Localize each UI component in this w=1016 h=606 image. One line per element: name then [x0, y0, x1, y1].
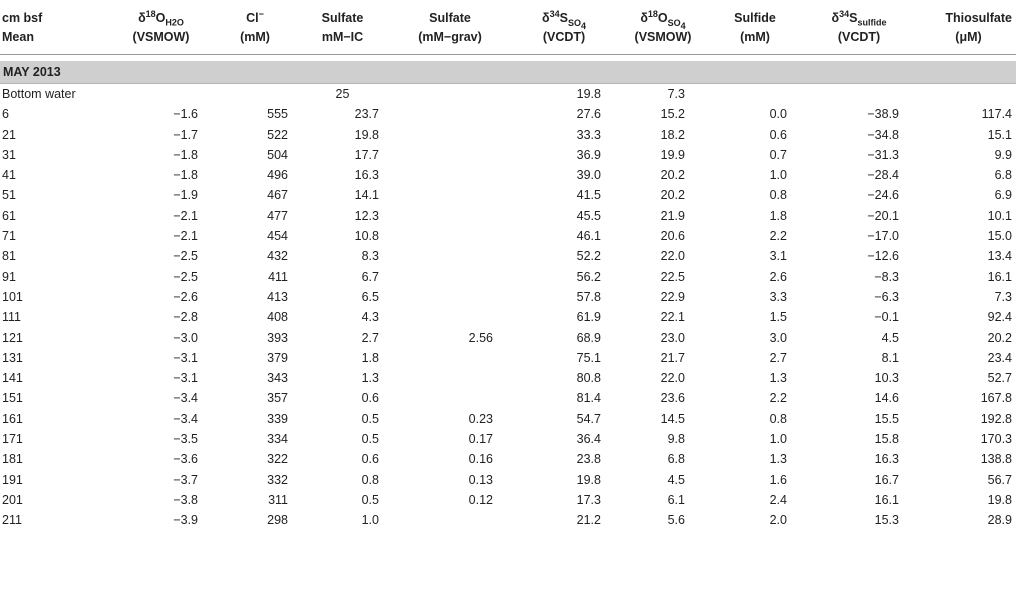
header-d34s-sulfide-unit: (VCDT)	[797, 28, 921, 55]
cell-d18o-h2o: −2.6	[173, 289, 198, 304]
cell-sulfate-grav	[385, 226, 515, 246]
cell-sulfide: 1.3	[769, 452, 787, 467]
cell-d34s-sulfide: −8.3	[874, 269, 899, 284]
cell-sulfate-ic: 0.8	[361, 472, 379, 487]
cell-sulfide: 0.8	[769, 188, 787, 203]
cell-d34s-so4: 81.4	[576, 391, 601, 406]
cell-chloride	[210, 84, 300, 105]
cell-d34s-sulfide: −20.1	[867, 208, 899, 223]
table-row	[0, 84, 1016, 105]
cell-thiosulfate: 167.8	[980, 391, 1012, 406]
cell-thiosulfate: 20.2	[987, 330, 1012, 345]
table-header	[0, 0, 1016, 55]
cell-d34s-sulfide: 16.7	[874, 472, 899, 487]
cell-d18o-so4: 6.1	[667, 492, 685, 507]
cell-d34s-sulfide: 10.3	[874, 371, 899, 386]
cell-d18o-so4: 23.0	[660, 330, 685, 345]
table-row	[0, 226, 1016, 246]
cell-sulfate-ic: 4.3	[361, 310, 379, 325]
table-row	[0, 388, 1016, 408]
cell-sulfate-grav	[385, 104, 515, 124]
cell-d18o-so4: 9.8	[667, 432, 685, 447]
cell-sulfate-grav	[385, 287, 515, 307]
cell-d34s-sulfide: −28.4	[867, 168, 899, 183]
cell-depth: 31	[2, 147, 16, 162]
cell-sulfide: 1.8	[769, 208, 787, 223]
cell-d34s-sulfide	[797, 84, 921, 105]
table-row	[0, 348, 1016, 368]
cell-d18o-so4: 15.2	[660, 107, 685, 122]
cell-d34s-so4: 17.3	[576, 492, 601, 507]
table-row	[0, 206, 1016, 226]
cell-d34s-sulfide: 4.5	[881, 330, 899, 345]
cell-depth: 161	[2, 411, 23, 426]
header-sulfide-unit: (mM)	[713, 28, 797, 55]
cell-d18o-so4: 21.9	[660, 208, 685, 223]
cell-d34s-so4: 36.4	[576, 432, 601, 447]
cell-sulfide: 3.1	[769, 249, 787, 264]
header-d18o-h2o-unit: (VSMOW)	[112, 28, 210, 55]
cell-d34s-sulfide: 14.6	[874, 391, 899, 406]
cell-thiosulfate: 23.4	[987, 350, 1012, 365]
cell-sulfide: 3.0	[769, 330, 787, 345]
cell-sulfate-grav: 0.13	[468, 472, 493, 487]
cell-sulfate-ic: 2.7	[361, 330, 379, 345]
cell-chloride: 522	[267, 127, 288, 142]
cell-d18o-so4: 7.3	[667, 87, 685, 101]
table-row	[0, 104, 1016, 124]
cell-sulfate-grav	[385, 307, 515, 327]
cell-d18o-so4: 4.5	[667, 472, 685, 487]
cell-sulfate-ic: 6.5	[361, 289, 379, 304]
cell-d18o-h2o: −2.1	[173, 229, 198, 244]
cell-d34s-sulfide: 15.8	[874, 432, 899, 447]
cell-d34s-sulfide: −34.8	[867, 127, 899, 142]
cell-sulfate-ic: 1.3	[361, 371, 379, 386]
cell-d18o-h2o	[112, 84, 210, 105]
cell-d34s-so4: 41.5	[576, 188, 601, 203]
cell-sulfate-ic: 16.3	[354, 168, 379, 183]
cell-sulfide: 1.3	[769, 371, 787, 386]
table-row	[0, 307, 1016, 327]
cell-d34s-sulfide: 8.1	[881, 350, 899, 365]
cell-sulfate-grav	[385, 185, 515, 205]
header-d34s-sulfide: $\delta^{34}S_{sulfide}$	[831, 8, 887, 28]
cell-d18o-h2o: −3.6	[173, 452, 198, 467]
cell-sulfate-grav	[385, 510, 515, 530]
cell-sulfate-ic: 1.0	[361, 513, 379, 528]
cell-d34s-so4: 75.1	[576, 350, 601, 365]
cell-d34s-sulfide: −6.3	[874, 289, 899, 304]
cell-sulfide: 3.3	[769, 289, 787, 304]
table-row	[0, 145, 1016, 165]
cell-depth: 211	[2, 513, 22, 528]
cell-chloride: 477	[267, 208, 288, 223]
cell-sulfate-ic: 0.5	[361, 432, 379, 447]
table-body	[0, 55, 1016, 531]
cell-sulfide: 1.6	[769, 472, 787, 487]
table-row	[0, 490, 1016, 510]
cell-depth: 81	[2, 249, 16, 264]
cell-sulfate-ic: 14.1	[354, 188, 379, 203]
cell-d34s-so4: 19.8	[576, 472, 601, 487]
cell-d34s-so4: 57.8	[576, 289, 601, 304]
table-row	[0, 328, 1016, 348]
cell-chloride: 332	[267, 472, 288, 487]
header-chloride: Cl−	[246, 8, 264, 25]
cell-sulfate-grav	[385, 125, 515, 145]
cell-d34s-so4: 56.2	[576, 269, 601, 284]
cell-d34s-sulfide: −24.6	[867, 188, 899, 203]
cell-chloride: 467	[267, 188, 288, 203]
header-sulfate-ic: Sulfate	[321, 11, 364, 25]
cell-sulfide	[713, 84, 797, 105]
header-chloride-unit: (mM)	[210, 28, 300, 55]
cell-chloride: 504	[267, 147, 288, 162]
cell-depth: 41	[2, 168, 16, 183]
cell-d18o-so4: 22.1	[660, 310, 685, 325]
header-depth-sub: Mean	[0, 28, 112, 55]
table-row	[0, 287, 1016, 307]
table-row	[0, 429, 1016, 449]
cell-thiosulfate: 13.4	[987, 249, 1012, 264]
cell-d34s-sulfide: 16.3	[874, 452, 899, 467]
cell-sulfate-grav	[385, 368, 515, 388]
cell-d18o-so4: 5.6	[667, 513, 685, 528]
table-row	[0, 449, 1016, 469]
cell-d18o-so4: 19.9	[660, 147, 685, 162]
cell-d34s-so4: 36.9	[576, 147, 601, 162]
cell-sulfide: 2.2	[769, 229, 787, 244]
cell-sulfate-ic: 0.5	[361, 492, 379, 507]
cell-d34s-so4: 54.7	[576, 411, 601, 426]
cell-thiosulfate: 138.8	[980, 452, 1012, 467]
cell-sulfate-grav	[385, 84, 515, 105]
cell-d18o-h2o: −3.9	[173, 513, 198, 528]
cell-chloride: 454	[267, 229, 288, 244]
cell-d34s-so4: 21.2	[576, 513, 601, 528]
cell-d34s-so4: 39.0	[576, 168, 601, 183]
cell-d34s-so4: 27.6	[576, 107, 601, 122]
cell-depth: 71	[2, 229, 16, 244]
table-row	[0, 409, 1016, 429]
cell-d34s-so4: 33.3	[576, 127, 601, 142]
cell-sulfate-grav	[385, 348, 515, 368]
cell-thiosulfate: 192.8	[980, 411, 1012, 426]
cell-thiosulfate: 92.4	[987, 310, 1012, 325]
header-sulfate-ic-unit: mM−IC	[300, 28, 385, 55]
cell-sulfide: 1.0	[769, 432, 787, 447]
cell-depth: 201	[2, 492, 23, 507]
cell-sulfate-ic: 0.6	[361, 452, 379, 467]
cell-d18o-so4: 22.0	[660, 249, 685, 264]
cell-d34s-so4: 68.9	[576, 330, 601, 345]
cell-sulfate-ic: 8.3	[361, 249, 379, 264]
cell-chloride: 432	[267, 249, 288, 264]
cell-sulfate-grav: 0.23	[468, 411, 493, 426]
header-sulfide: Sulfide	[734, 11, 776, 25]
cell-sulfate-grav: 0.12	[468, 492, 493, 507]
cell-sulfide: 2.2	[769, 391, 787, 406]
cell-depth: 6	[2, 107, 9, 122]
cell-thiosulfate: 19.8	[987, 492, 1012, 507]
cell-d34s-so4: 61.9	[576, 310, 601, 325]
cell-chloride: 311	[268, 492, 288, 507]
cell-d18o-h2o: −2.8	[173, 310, 198, 325]
cell-d18o-so4: 6.8	[667, 452, 685, 467]
header-d18o-so4: $\delta^{18}O_{SO_4}$	[640, 8, 686, 31]
cell-chloride: 298	[267, 513, 288, 528]
header-sulfate-grav: Sulfate	[429, 11, 471, 25]
cell-d18o-h2o: −3.1	[173, 371, 198, 386]
cell-d18o-h2o: −1.9	[173, 188, 198, 203]
cell-d18o-so4: 20.2	[660, 188, 685, 203]
cell-sulfide: 1.5	[769, 310, 787, 325]
cell-chloride: 393	[267, 330, 288, 345]
cell-sulfate-ic: 25	[335, 87, 350, 101]
cell-d34s-so4: 45.5	[576, 208, 601, 223]
cell-sulfate-ic: 0.5	[361, 411, 379, 426]
cell-d18o-h2o: −2.5	[173, 269, 198, 284]
cell-d18o-so4: 21.7	[660, 350, 685, 365]
cell-thiosulfate: 56.7	[987, 472, 1012, 487]
cell-sulfide: 0.0	[769, 107, 787, 122]
cell-thiosulfate: 15.0	[987, 229, 1012, 244]
cell-d18o-h2o: −1.6	[173, 107, 198, 122]
cell-d18o-h2o: −3.7	[173, 472, 198, 487]
cell-d18o-h2o: −3.1	[173, 350, 198, 365]
cell-sulfide: 1.0	[769, 168, 787, 183]
cell-d18o-h2o: −1.8	[173, 147, 198, 162]
cell-sulfide: 2.6	[769, 269, 787, 284]
cell-d18o-h2o: −1.7	[173, 127, 198, 142]
cell-depth: 101	[2, 289, 23, 304]
cell-d18o-h2o: −3.4	[173, 391, 198, 406]
cell-chloride: 334	[267, 432, 288, 447]
cell-sulfate-ic: 19.8	[354, 127, 379, 142]
cell-sulfide: 0.6	[769, 127, 787, 142]
cell-sulfide: 2.4	[769, 492, 787, 507]
cell-d18o-so4: 20.2	[660, 168, 685, 183]
cell-d18o-h2o: −2.5	[173, 249, 198, 264]
cell-d34s-sulfide: 16.1	[874, 492, 899, 507]
table-row	[0, 368, 1016, 388]
cell-sulfate-ic: 0.6	[361, 391, 379, 406]
cell-sulfate-ic: 17.7	[354, 147, 379, 162]
cell-d18o-h2o: −3.8	[173, 492, 198, 507]
cell-chloride: 555	[267, 107, 288, 122]
cell-d18o-so4: 23.6	[660, 391, 685, 406]
cell-sulfate-grav: 2.56	[468, 330, 493, 345]
cell-depth: 121	[2, 330, 23, 345]
cell-depth: 141	[2, 371, 23, 386]
cell-d34s-sulfide: −0.1	[874, 310, 899, 325]
cell-sulfate-ic: 23.7	[354, 107, 379, 122]
table-row	[0, 510, 1016, 530]
section-row	[0, 61, 1016, 84]
section-label: MAY 2013	[0, 61, 1016, 84]
table-row	[0, 185, 1016, 205]
cell-d18o-h2o: −3.5	[173, 432, 198, 447]
header-d18o-h2o: $\delta^{18}O_{H2O}$	[138, 8, 184, 28]
cell-sulfate-grav	[385, 165, 515, 185]
cell-sulfide: 0.7	[769, 147, 787, 162]
cell-chloride: 379	[267, 350, 288, 365]
header-d34s-so4: $\delta^{34}S_{SO_4}$	[542, 8, 586, 31]
cell-d18o-so4: 22.5	[660, 269, 685, 284]
cell-d34s-sulfide: −17.0	[867, 229, 899, 244]
cell-thiosulfate: 10.1	[987, 208, 1012, 223]
cell-sulfate-ic: 1.8	[361, 350, 379, 365]
cell-thiosulfate: 6.8	[994, 168, 1012, 183]
cell-chloride: 343	[267, 371, 288, 386]
cell-d18o-h2o: −3.0	[173, 330, 198, 345]
cell-d34s-sulfide: −31.3	[867, 147, 899, 162]
header-d34s-so4-unit: (VCDT)	[515, 28, 613, 55]
cell-d34s-so4: 80.8	[576, 371, 601, 386]
header-thiosulfate-unit: (μM)	[921, 28, 1016, 55]
cell-thiosulfate: 9.9	[994, 147, 1012, 162]
cell-depth: 91	[2, 269, 16, 284]
cell-chloride: 411	[268, 269, 288, 284]
cell-sulfate-ic: 6.7	[361, 269, 379, 284]
cell-d34s-so4: 46.1	[576, 229, 601, 244]
cell-depth: Bottom water	[2, 87, 76, 101]
cell-thiosulfate: 117.4	[981, 107, 1012, 122]
cell-thiosulfate: 28.9	[987, 513, 1012, 528]
cell-chloride: 408	[267, 310, 288, 325]
cell-sulfate-grav	[385, 267, 515, 287]
cell-depth: 111	[2, 310, 22, 325]
cell-depth: 191	[2, 472, 23, 487]
cell-d34s-sulfide: −12.6	[867, 249, 899, 264]
cell-depth: 131	[2, 350, 23, 365]
cell-sulfate-grav	[385, 388, 515, 408]
cell-depth: 61	[2, 208, 16, 223]
cell-chloride: 496	[267, 168, 288, 183]
cell-chloride: 339	[267, 411, 288, 426]
cell-chloride: 413	[267, 289, 288, 304]
cell-d34s-sulfide: 15.5	[874, 411, 899, 426]
cell-d18o-so4: 22.0	[660, 371, 685, 386]
cell-chloride: 357	[267, 391, 288, 406]
cell-sulfate-grav: 0.17	[468, 432, 493, 447]
table-row	[0, 470, 1016, 490]
table-row	[0, 125, 1016, 145]
cell-sulfate-grav	[385, 145, 515, 165]
cell-thiosulfate: 170.3	[980, 432, 1012, 447]
table-row	[0, 246, 1016, 266]
cell-d18o-so4: 20.6	[660, 229, 685, 244]
cell-sulfate-ic: 10.8	[354, 229, 379, 244]
cell-depth: 171	[2, 432, 23, 447]
cell-thiosulfate: 16.1	[987, 269, 1012, 284]
cell-depth: 51	[2, 188, 16, 203]
cell-sulfate-grav: 0.16	[468, 452, 493, 467]
cell-d18o-h2o: −3.4	[173, 411, 198, 426]
cell-d18o-so4: 18.2	[660, 127, 685, 142]
cell-depth: 21	[2, 127, 16, 142]
cell-sulfide: 2.7	[769, 350, 787, 365]
cell-sulfide: 0.8	[769, 411, 787, 426]
header-sulfate-grav-unit: (mM−grav)	[385, 28, 515, 55]
cell-d18o-h2o: −1.8	[173, 168, 198, 183]
cell-d34s-sulfide: −38.9	[867, 107, 899, 122]
cell-thiosulfate: 6.9	[994, 188, 1012, 203]
cell-d34s-so4: 23.8	[576, 452, 601, 467]
cell-chloride: 322	[267, 452, 288, 467]
cell-d34s-so4: 52.2	[576, 249, 601, 264]
cell-thiosulfate: 7.3	[994, 289, 1012, 304]
cell-sulfate-ic: 12.3	[354, 208, 379, 223]
cell-thiosulfate	[921, 84, 1016, 105]
cell-d18o-h2o: −2.1	[173, 208, 198, 223]
cell-d34s-so4: 19.8	[576, 87, 601, 101]
table-row	[0, 165, 1016, 185]
cell-thiosulfate: 15.1	[987, 127, 1012, 142]
cell-sulfate-grav	[385, 206, 515, 226]
cell-d34s-sulfide: 15.3	[874, 513, 899, 528]
cell-depth: 151	[2, 391, 23, 406]
cell-thiosulfate: 52.7	[987, 371, 1012, 386]
cell-sulfide: 2.0	[769, 513, 787, 528]
header-d18o-so4-unit: (VSMOW)	[613, 28, 713, 55]
cell-depth: 181	[2, 452, 23, 467]
cell-sulfate-grav	[385, 246, 515, 266]
table-row	[0, 267, 1016, 287]
header-depth: cm bsf	[2, 11, 43, 25]
header-thiosulfate: Thiosulfate	[945, 11, 1012, 25]
cell-d18o-so4: 22.9	[660, 289, 685, 304]
cell-d18o-so4: 14.5	[660, 411, 685, 426]
